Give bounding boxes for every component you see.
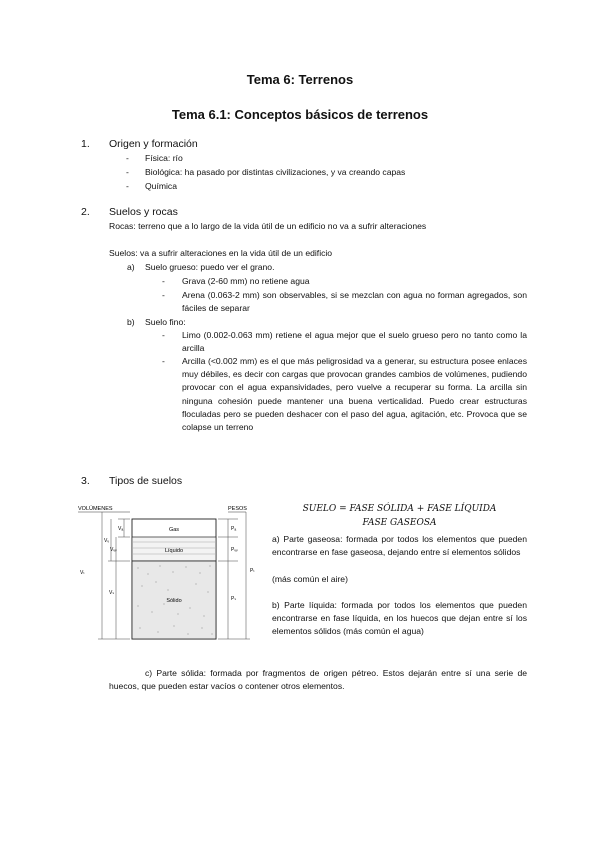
suelo-grueso: Suelo grueso: puedo ver el grano. [145, 262, 275, 272]
list-marker: - [162, 290, 165, 300]
vv-label: Vᵥ [104, 538, 109, 544]
gas-label: Gas [168, 527, 180, 533]
list-item: Biológica: ha pasado por distintas civilizaciones, y va creando capas [145, 167, 406, 177]
pw-label: Pᵥᵥ [231, 547, 238, 553]
soil-equation-line-1: SUELO = FASE SÓLIDA + FASE LÍQUIDA [302, 504, 497, 514]
list-marker: - [126, 153, 129, 163]
ps-label: Pₛ [231, 596, 237, 602]
suelo-fino: Suelo fino: [145, 317, 186, 327]
volume-dimensions [98, 512, 130, 639]
section-2-number: 2. [81, 206, 90, 218]
soil-equation-line-2: FASE GASEOSA [362, 518, 437, 528]
va-label: Vₐ [118, 526, 124, 532]
page-title: Tema 6: Terrenos [246, 72, 354, 87]
suelos-definition: Suelos: va a sufrir alteraciones en la vida útil de un edificio [109, 248, 333, 258]
section-1-heading: Origen y formación [109, 138, 198, 150]
list-item: Limo (0.002-0.063 mm) retiene el agua mejor que el suelo grueso pero no tanto como la arcilla [182, 330, 527, 354]
section-3-number: 3. [81, 475, 90, 487]
section-3-heading: Tipos de suelos [109, 475, 183, 487]
list-marker: - [126, 181, 129, 191]
list-marker: - [126, 167, 129, 177]
list-item: Grava (2-60 mm) no retiene agua [182, 276, 310, 286]
solid-label: Sólido [166, 598, 182, 604]
list-marker: - [162, 356, 165, 366]
pa-label: Pₐ [231, 526, 237, 532]
list-marker: - [162, 276, 165, 286]
parte-liquida: b) Parte líquida: formada por todos los elementos que pueden encontrarse en fase líquida, en los huecos que dejan entre sí los elementos sólidos (más común el agua) [272, 600, 527, 637]
list-item: Química [145, 181, 177, 191]
pt-label: Pₜ [250, 568, 255, 574]
soil-phase-diagram [78, 502, 268, 644]
vt-label: Vₜ [80, 570, 85, 576]
parte-gaseosa-note: (más común el aire) [272, 574, 348, 584]
section-1-number: 1. [81, 138, 90, 150]
list-marker: b) [127, 317, 135, 327]
list-item: Arcilla (<0.002 mm) es el que más peligrosidad va a generar, su estructura posee enlaces muy débiles, es decir con cargas que provocan grandes cambios de volúmenes, pudiendo provocar con el agua expansividades, pero vuelve a recuperar su forma. La arcilla sin ninguna cohesión puede mantener una buena verticalidad. Puedo crear estructuras floculadas pero se pueden deshacer con el paso del agua, agitación, etc. Provoca que se colapse un terreno [182, 356, 527, 433]
weights-label: PESOS [228, 506, 247, 512]
volumes-label: VOLÚMENES [78, 506, 113, 512]
rocas-definition: Rocas: terreno que a lo largo de la vida útil de un edificio no va a sufrir alteraciones [109, 221, 427, 231]
parte-gaseosa: a) Parte gaseosa: formada por todos los elementos que pueden encontrarse en fase gaseosa, dejando entre sí elementos sólidos [272, 534, 527, 558]
section-2-heading: Suelos y rocas [109, 206, 178, 218]
vw-label: Vᵥᵥ [110, 547, 117, 553]
list-item: Física: río [145, 153, 183, 163]
list-item: Arena (0.063-2 mm) son observables, si se mezclan con agua no forman agregados, son fáciles de separar [182, 290, 527, 314]
parte-solida: c) Parte sólida: formada por fragmentos de origen pétreo. Estos dejarán entre sí una serie de huecos, que pueden estar vacíos o contener otros elementos. [109, 668, 527, 692]
list-marker: - [162, 330, 165, 340]
list-marker: a) [127, 262, 135, 272]
liquid-label: Líquido [164, 548, 184, 554]
vs-label: Vₛ [109, 590, 115, 596]
page-subtitle: Tema 6.1: Conceptos básicos de terrenos [171, 107, 429, 122]
